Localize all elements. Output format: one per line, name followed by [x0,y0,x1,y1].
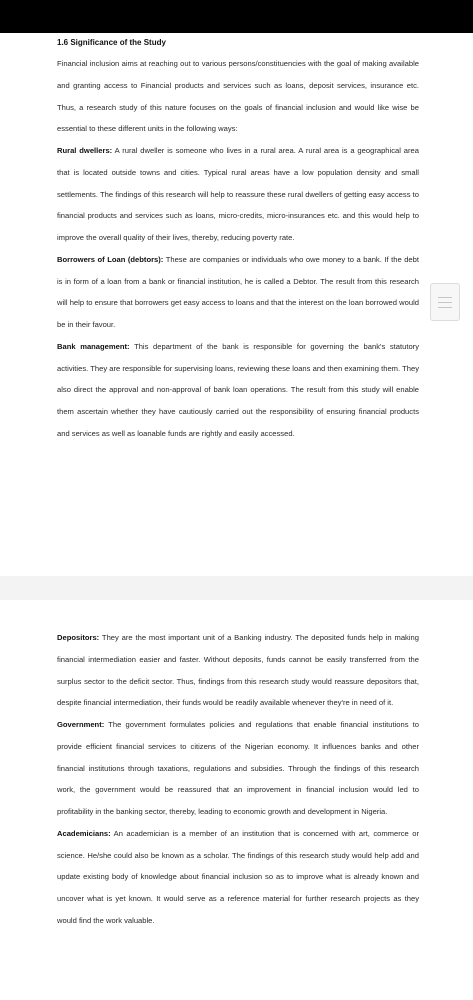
text-rural-dwellers: A rural dweller is someone who lives in a rural area. A rural area is a geographical area that is located outside towns and cities. Typical rural areas have a low population density and small settlements. The findings of this research will help to reassure these rural dwellers of getting easy access to financial products and services such as loans, micro-credits, micro-insurances etc. and this would help to improve the overall quality of their lives, thereby, reducing poverty rate. [57,146,419,242]
term-depositors: Depositors: [57,633,100,642]
term-government: Government: [57,720,105,729]
hamburger-lines-icon-line-2 [438,302,452,303]
term-rural-dwellers: Rural dwellers: [57,146,113,155]
text-government: The government formulates policies and regulations that enable financial institutions to provide efficient financial services to citizens of the Nigerian economy. It influences banks and other financial institutions through taxations, regulations and subsidies. Through the findings of this research work, the government would be reassured that an improvement in financial inclusion would led to profitability in the banking sector, thereby, leading to economic growth and development in Nigeria. [57,720,419,816]
section-heading: 1.6 Significance of the Study [57,38,166,47]
text-academicians: An academician is a member of an institution that is concerned with art, commerce or science. He/she could also be known as a scholar. The findings of this research study would help add and update existing body of knowledge about financial inclusion so as to improve what is already known and uncover what is yet known. It would serve as a reference material for further research projects as they would find the work valuable. [57,828,419,925]
paragraph-depositors [57,627,419,714]
page-separator [0,576,473,600]
page-1-content [57,33,419,445]
hamburger-lines-icon-line-3 [438,307,452,308]
scroll-handle[interactable] [430,283,460,321]
document-page-2[interactable] [0,600,473,1000]
text-bank-management: This department of the bank is responsible for governing the bank's statutory activities. They are responsible for supervising loans, reviewing these loans and then examining them. They also direct the approval and non-approval of bank loan operations. The result from this study will enable them ascertain whether they have cautiously carried out the responsibility of ensuring financial products and services as well as loanable funds are rightly and easily accessed. [57,341,419,438]
paragraph-borrowers [57,249,419,336]
paragraph-government [57,714,419,823]
page-2-content [57,627,419,932]
hamburger-lines-icon [438,297,452,298]
paragraph-academicians [57,823,419,932]
term-borrowers: Borrowers of Loan (debtors): [57,254,164,264]
top-status-bar [0,0,473,33]
paragraph-rural-dwellers [57,140,419,249]
paragraph-bank-management [57,336,419,445]
text-borrowers: These are companies or individuals who owe money to a bank. If the debt is in form of a loan from a bank or financial institution, he is called a Debtor. The result from this research will help to ensure that borrowers get easy access to loans and that the interest on the loan borrowed would be in their favour. [57,254,419,329]
document-page-1[interactable] [0,33,473,576]
text-depositors: They are the most important unit of a Banking industry. The deposited funds help in making financial intermediation easier and faster. Without deposits, funds cannot be easily transferred from the surplus sector to the deficit sector. Thus, findings from this research study would reassure depositors that, despite financial intermediation, their funds would be readily available whenever they're in need of it. [57,633,419,708]
term-academicians: Academicians: [57,828,111,838]
term-bank-management: Bank management: [57,341,130,351]
intro-paragraph: Financial inclusion aims at reaching out to various persons/constituencies with the goal of making available and granting access to Financial products and services such as loans, deposit services, insurance etc. Thus, a research study of this nature focuses on the goals of financial inclusion and would like wise be essential to these different units in the following ways: [57,59,419,134]
